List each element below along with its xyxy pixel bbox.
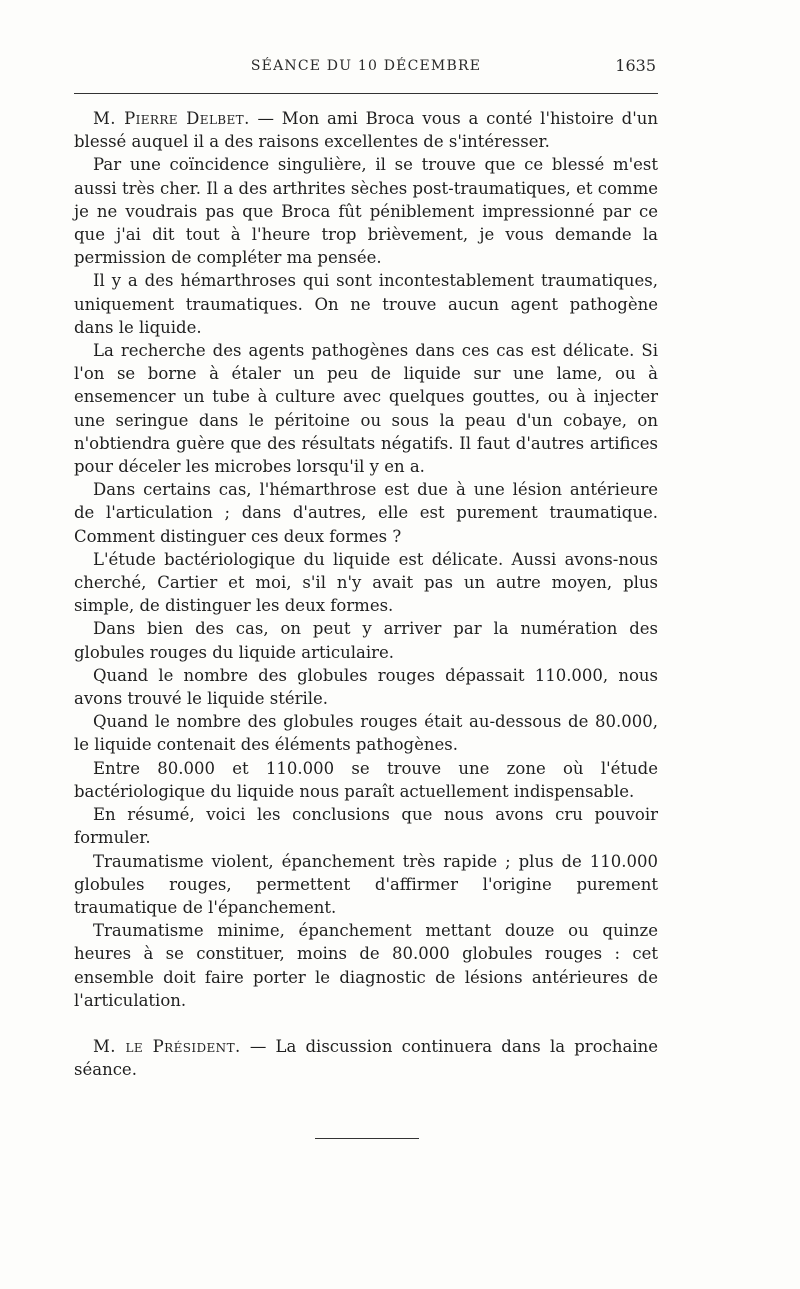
- paragraph: La recherche des agents pathogènes dans ces cas est délicate. Si l'on se borne à étaler un peu de liquide sur une lame, ou à ensemencer un tube à culture avec quelques gouttes, ou à injecter une seringue dans le péritoine ou sous la peau d'un cobaye, on n'obtiendra guère que des résultats négatifs. Il faut d'autres artifices pour déceler les microbes lorsqu'il y en a.: [74, 341, 658, 477]
- paragraph-text: — La discussion continuera dans la prochaine séance.: [74, 1036, 658, 1080]
- paragraph: Quand le nombre des globules rouges était au-dessous de 80.000, le liquide contenait des éléments pathogènes.: [74, 712, 658, 755]
- header-rule: [74, 93, 658, 94]
- paragraph-text: — Mon ami Broca vous a conté l'histoire d'un blessé auquel il a des raisons excellentes de s'intéresser.: [74, 109, 658, 152]
- paragraph: En résumé, voici les conclusions que nous avons cru pouvoir formuler.: [74, 805, 658, 848]
- paragraph: Dans certains cas, l'hémarthrose est due à une lésion antérieure de l'articulation ; dans d'autres, elle est purement traumatique. Comment distinguer ces deux formes ?: [74, 480, 658, 546]
- paragraph: L'étude bactériologique du liquide est délicate. Aussi avons-nous cherché, Cartier et moi, s'il n'y avait pas un autre moyen, plus simple, de distinguer les deux formes.: [74, 549, 658, 616]
- paragraph: Par une coïncidence singulière, il se trouve que ce blessé m'est aussi très cher. Il a des arthrites sèches post-traumatiques, et comme je ne voudrais pas que Broca fût péniblement impressionné par ce que j'ai dit tout à l'heure trop brièvement, je vous demande la permission de compléter ma pensée.: [74, 155, 658, 268]
- body-text: [74, 107, 658, 1081]
- paragraph: Il y a des hémarthroses qui sont incontestablement traumatiques, uniquement traumatiques. On ne trouve aucun agent pathogène dans le liquide.: [74, 271, 658, 337]
- paragraph-delbet-intro: [74, 107, 658, 153]
- speaker-name: M. le Président.: [93, 1036, 241, 1056]
- running-head: [74, 56, 658, 80]
- paragraph: Traumatisme violent, épanchement très rapide ; plus de 110.000 globules rouges, permettent d'affirmer l'origine purement traumatique de l'épanchement.: [74, 851, 658, 917]
- paragraph: Quand le nombre des globules rouges dépassait 110.000, nous avons trouvé le liquide stérile.: [74, 665, 658, 709]
- paragraph: Entre 80.000 et 110.000 se trouve une zone où l'étude bactériologique du liquide nous paraît actuellement indispensable.: [74, 758, 658, 801]
- paragraph-president: [74, 1035, 658, 1081]
- speaker-name: M. Pierre Delbet.: [93, 109, 250, 128]
- page-number: 1635: [615, 56, 656, 75]
- closing-rule: [315, 1138, 419, 1139]
- paragraph: Traumatisme minime, épanchement mettant douze ou quinze heures à se constituer, moins de 80.000 globules rouges : cet ensemble doit faire porter le diagnostic de lésions antérieures de l'articulation.: [74, 921, 658, 1010]
- running-title: SÉANCE DU 10 DÉCEMBRE: [250, 58, 482, 74]
- paragraph: Dans bien des cas, on peut y arriver par la numération des globules rouges du liquide articulaire.: [74, 619, 658, 662]
